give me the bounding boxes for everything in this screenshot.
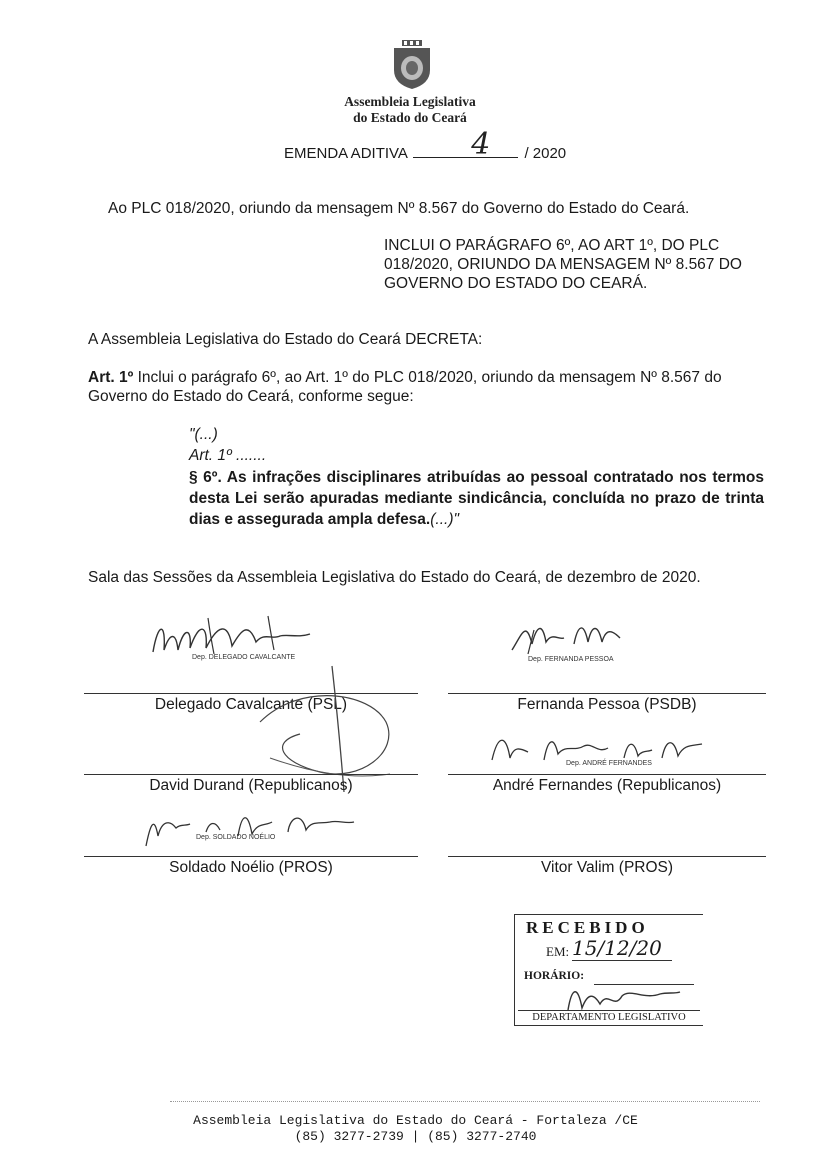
signature-4-name: André Fernandes (Republicanos): [492, 777, 722, 794]
signature-5-line: [84, 856, 418, 857]
article-1: [88, 368, 768, 406]
amendment-number: 4: [471, 127, 491, 162]
session-date-line: Sala das Sessões da Assembleia Legislativa do Estado do Ceará, de dezembro de 2020.: [88, 569, 701, 586]
quoted-text: [189, 424, 764, 530]
intro-line: Ao PLC 018/2020, oriundo da mensagem Nº 8.567 do Governo do Estado do Ceará.: [108, 200, 690, 217]
signature-1-stamp: Dep. DELEGADO CAVALCANTE: [192, 654, 296, 661]
footer-phones: (85) 3277-2739 | (85) 3277-2740: [294, 1129, 537, 1144]
signature-3-line: [84, 774, 418, 775]
quote-article: Art. 1º .......: [189, 447, 267, 464]
organization-line-1: Assembleia Legislativa: [344, 94, 476, 109]
footer-address: Assembleia Legislativa do Estado do Ceará - Fortaleza /CE: [193, 1113, 638, 1128]
article-1-label: Art. 1º: [88, 369, 134, 386]
receipt-stamp: [514, 914, 704, 1026]
receipt-date: 15/12/20: [572, 936, 672, 961]
organization-line-2: do Estado do Ceará: [353, 110, 467, 125]
signature-6-line: [448, 856, 766, 857]
receipt-rubric-scribble: [564, 980, 684, 1014]
amendment-number-field: [413, 127, 518, 162]
signature-5-scribble: [140, 806, 360, 850]
footer-rule: [170, 1101, 760, 1102]
signature-2-handwriting: [508, 614, 628, 660]
signature-2-name: Fernanda Pessoa (PSDB): [517, 696, 697, 713]
receipt-title: RECEBIDO: [526, 918, 649, 937]
signature-5-handwriting: [140, 806, 360, 850]
paragraph-6-text: § 6º. As infrações disciplinares atribuídas ao pessoal contratado nos termos desta Lei serão apuradas mediante sindicância, concluída no prazo de trinta dias e assegurada ampla defesa.: [189, 469, 764, 528]
decreta-line: A Assembleia Legislativa do Estado do Ceará DECRETA:: [88, 331, 483, 348]
signature-1-name: Delegado Cavalcante (PSL): [154, 696, 348, 713]
ementa: INCLUI O PARÁGRAFO 6º, AO ART 1º, DO PLC 018/2020, ORIUNDO DA MENSAGEM Nº 8.567 DO GOVERNO DO ESTADO DO CEARÁ.: [384, 237, 742, 292]
amendment-label: EMENDA ADITIVA: [284, 145, 408, 162]
footer: [0, 1113, 831, 1145]
amendment-year: / 2020: [524, 145, 567, 162]
signature-6-name: Vitor Valim (PROS): [540, 859, 674, 876]
article-1-text: Inclui o parágrafo 6º, ao Art. 1º do PLC 018/2020, oriundo da mensagem Nº 8.567 do Governo do Estado do Ceará, conforme segue:: [88, 369, 722, 405]
signature-2-line: [448, 693, 766, 694]
receipt-time-label: HORÁRIO:: [524, 970, 585, 982]
receipt-date-label: EM:: [546, 944, 570, 959]
receipt-department: DEPARTAMENTO LEGISLATIVO: [518, 1010, 700, 1023]
amendment-title: [284, 127, 567, 162]
quote-close: (...)": [430, 511, 459, 528]
signature-2-scribble: [508, 614, 628, 660]
signature-5-stamp: Dep. SOLDADO NOÉLIO: [196, 834, 276, 841]
signature-4-stamp: Dep. ANDRÉ FERNANDES: [566, 760, 652, 767]
signature-2-stamp: Dep. FERNANDA PESSOA: [528, 656, 614, 663]
signature-3-name: David Durand (Republicanos): [149, 777, 353, 794]
coat-of-arms-seal-icon: [390, 40, 434, 90]
organization-name: [300, 94, 520, 126]
signature-4-line: [448, 774, 766, 775]
signature-5-name: Soldado Noélio (PROS): [169, 859, 333, 876]
paragraph-6: [189, 467, 764, 530]
quote-open: "(...): [189, 426, 218, 443]
